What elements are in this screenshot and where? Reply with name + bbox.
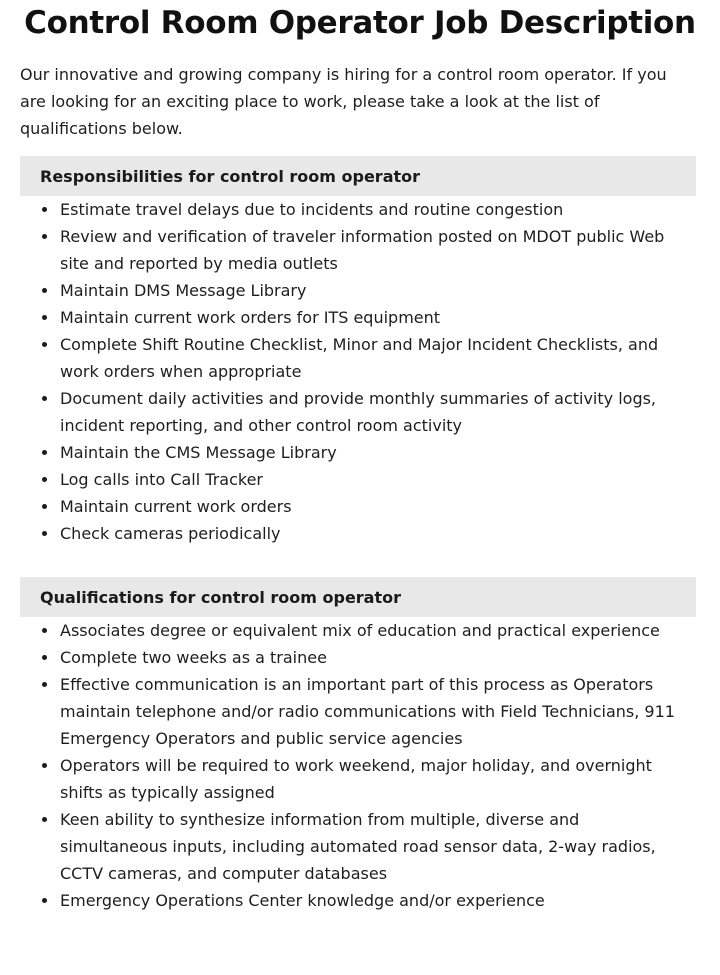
list-item: Maintain DMS Message Library xyxy=(20,277,700,304)
responsibilities-list xyxy=(20,196,700,547)
list-item: Document daily activities and provide monthly summaries of activity logs, incident reporting, and other control room activity xyxy=(20,385,700,439)
list-item: Operators will be required to work weekend, major holiday, and overnight shifts as typically assigned xyxy=(20,752,700,806)
list-item: Maintain the CMS Message Library xyxy=(20,439,700,466)
list-item: Associates degree or equivalent mix of education and practical experience xyxy=(20,617,700,644)
list-item: Log calls into Call Tracker xyxy=(20,466,700,493)
responsibilities-heading: Responsibilities for control room operator xyxy=(20,156,696,196)
intro-paragraph: Our innovative and growing company is hiring for a control room operator. If you are looking for an exciting place to work, please take a look at the list of qualifications below. xyxy=(20,65,667,138)
list-item: Maintain current work orders xyxy=(20,493,700,520)
list-item: Complete Shift Routine Checklist, Minor and Major Incident Checklists, and work orders when appropriate xyxy=(20,331,700,385)
list-item: Effective communication is an important part of this process as Operators maintain telephone and/or radio communications with Field Technicians, 911 Emergency Operators and public service agencies xyxy=(20,671,700,752)
list-item: Keen ability to synthesize information from multiple, diverse and simultaneous inputs, including automated road sensor data, 2-way radios, CCTV cameras, and computer databases xyxy=(20,806,700,887)
qualifications-heading: Qualifications for control room operator xyxy=(20,577,696,617)
list-item: Check cameras periodically xyxy=(20,520,700,547)
list-item: Emergency Operations Center knowledge and/or experience xyxy=(20,887,700,914)
qualifications-list xyxy=(20,617,700,914)
list-item: Estimate travel delays due to incidents and routine congestion xyxy=(20,196,700,223)
page-title: Control Room Operator Job Description xyxy=(24,5,696,41)
list-item: Review and verification of traveler information posted on MDOT public Web site and reported by media outlets xyxy=(20,223,700,277)
list-item: Maintain current work orders for ITS equipment xyxy=(20,304,700,331)
list-item: Complete two weeks as a trainee xyxy=(20,644,700,671)
